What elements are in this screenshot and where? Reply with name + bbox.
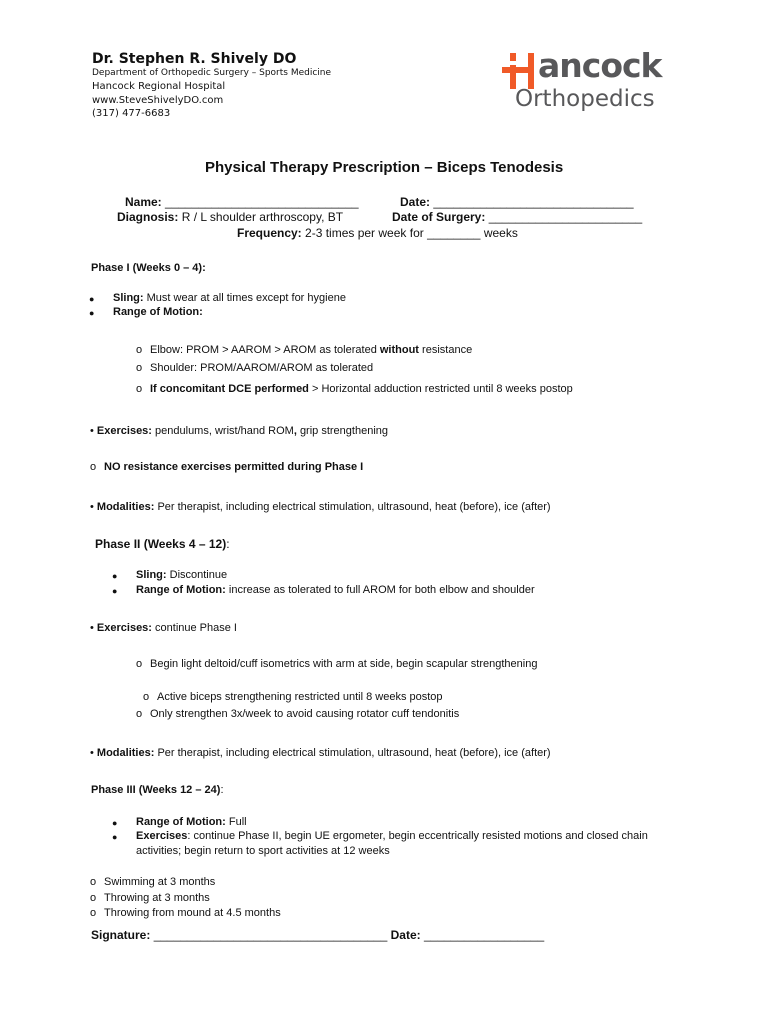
phase1-sling [113, 292, 346, 304]
exercises-text2: grip strengthening [299, 425, 388, 437]
phase1-exercises [90, 425, 388, 437]
phase2-rom-text: increase as tolerated to full AROM for both elbow and shoulder [228, 584, 535, 596]
mound-text: Throwing from mound at 4.5 months [104, 907, 281, 919]
phase2-heading-text: Phase II (Weeks 4 – 12) [95, 537, 227, 551]
date-row [400, 195, 634, 209]
elbow-text-b: resistance [422, 344, 473, 356]
dot-bullet: • [90, 622, 94, 634]
phase3-rom [136, 816, 247, 828]
phase1-no-resistance [90, 461, 363, 473]
phase2-modalities-label: Modalities: [96, 747, 155, 759]
biceps-text: Active biceps strengthening restricted until 8 weeks postop [157, 691, 443, 703]
phase3-rom-text: Full [228, 816, 247, 828]
date-field[interactable]: ______________________________ [433, 195, 634, 209]
phase3-exercises-cont: activities; begin return to sport activities at 12 weeks [136, 845, 390, 857]
signature-date-label: Date: [390, 928, 421, 942]
diagnosis-label: Diagnosis: [117, 210, 179, 224]
signature-field[interactable]: ___________________________________ [153, 928, 388, 942]
phase2-sling-label: Sling: [136, 569, 167, 581]
elbow-text: Elbow: PROM > AAROM > AROM as tolerated [150, 344, 377, 356]
phase3-exercises-text: : continue Phase II, begin UE ergometer, begin eccentrically resisted motions and closed chain [187, 830, 648, 842]
circle-bullet: o [143, 691, 150, 703]
phase2-heading [95, 537, 230, 551]
only-text: Only strengthen 3x/week to avoid causing rotator cuff tendonitis [150, 708, 460, 720]
phase2-modalities-text: Per therapist, including electrical stimulation, ultrasound, heat (before), ice (after) [157, 747, 551, 759]
dot-bullet: • [90, 501, 94, 513]
phase1-heading: Phase I (Weeks 0 – 4): [91, 262, 206, 274]
phase3-heading-colon: : [220, 784, 224, 796]
hancock-h-icon [502, 53, 542, 89]
dot-bullet: • [90, 425, 94, 437]
phase1-shoulder [136, 362, 373, 374]
phase3-mound [90, 907, 281, 919]
hancock-orthopedics-logo [502, 46, 737, 115]
circle-bullet: o [136, 344, 143, 356]
circle-bullet: o [136, 362, 143, 374]
modalities-label: Modalities: [96, 501, 155, 513]
phase3-exercises-label: Exercises [136, 830, 188, 842]
page-title: Physical Therapy Prescription – Biceps Tenodesis [205, 159, 564, 176]
surgery-date-field[interactable]: _______________________ [488, 210, 643, 224]
phase1-rom [113, 306, 203, 318]
circle-bullet: o [90, 876, 97, 888]
phase3-exercises [136, 830, 648, 842]
phase2-rom [136, 584, 535, 596]
hospital: Hancock Regional Hospital [92, 81, 226, 92]
surgery-date-label: Date of Surgery: [392, 210, 486, 224]
signature-date-field[interactable]: __________________ [423, 928, 545, 942]
phase3-heading [91, 784, 224, 796]
phase1-dce [136, 383, 573, 395]
modalities-text: Per therapist, including electrical stimulation, ultrasound, heat (before), ice (after) [157, 501, 551, 513]
swim-text: Swimming at 3 months [104, 876, 216, 888]
phase3-throw [90, 892, 210, 904]
logo-word-bottom: Orthopedics [515, 86, 655, 112]
deltoid-text: Begin light deltoid/cuff isometrics with arm at side, begin scapular strengthening [150, 658, 538, 670]
dot-bullet: • [90, 747, 94, 759]
phase2-heading-colon: : [226, 537, 230, 551]
phase2-exercises [90, 622, 237, 634]
phase2-rom-label: Range of Motion: [136, 584, 226, 596]
phase2-only [136, 708, 459, 720]
dce-text: > Horizontal adduction restricted until 8 weeks postop [311, 383, 573, 395]
phase1-elbow [136, 344, 472, 356]
diagnosis-value: R / L shoulder arthroscopy, BT [181, 210, 344, 224]
surgery-date-row [392, 210, 642, 224]
website: www.SteveShivelyDO.com [92, 95, 224, 106]
signature-label: Signature: [91, 928, 151, 942]
no-resistance-text: NO resistance exercises permitted during Phase I [104, 461, 364, 473]
signature-row [91, 928, 544, 942]
department: Department of Orthopedic Surgery – Sports Medicine [92, 68, 332, 78]
phase2-deltoid [136, 658, 537, 670]
frequency-weeks-field[interactable]: ________ [427, 226, 481, 240]
exercises-text: pendulums, wrist/hand ROM [155, 425, 294, 437]
shoulder-text: Shoulder: PROM/AAROM/AROM as tolerated [150, 362, 374, 374]
doctor-name: Dr. Stephen R. Shively DO [92, 51, 297, 67]
circle-bullet: o [90, 461, 97, 473]
name-row [125, 195, 359, 209]
exercises-label: Exercises: [96, 425, 152, 437]
phase1-rom-label: Range of Motion: [113, 306, 203, 318]
phase2-modalities [90, 747, 551, 759]
logo-word-top: ancock [538, 46, 662, 85]
frequency-label: Frequency: [237, 226, 302, 240]
exercises-comma: , [293, 425, 297, 437]
phase3-swim [90, 876, 215, 888]
phase3-rom-label: Range of Motion: [136, 816, 226, 828]
phase1-sling-text: Must wear at all times except for hygiene [146, 292, 346, 304]
name-label: Name: [125, 195, 162, 209]
phase2-sling-text: Discontinue [169, 569, 228, 581]
frequency-value: 2-3 times per week for [305, 226, 424, 240]
circle-bullet: o [90, 892, 97, 904]
date-label: Date: [400, 195, 431, 209]
circle-bullet: o [136, 658, 143, 670]
phone: (317) 477-6683 [92, 108, 171, 119]
diagnosis-row [117, 210, 343, 224]
elbow-bold: without [379, 344, 419, 356]
phase3-heading-text: Phase III (Weeks 12 – 24) [91, 784, 221, 796]
name-field[interactable]: _____________________________ [165, 195, 359, 209]
phase1-sling-label: Sling: [113, 292, 144, 304]
phase2-exercises-label: Exercises: [96, 622, 152, 634]
phase2-biceps [143, 691, 443, 703]
phase1-modalities [90, 501, 551, 513]
frequency-weeks-text: weeks [483, 226, 518, 240]
throw-text: Throwing at 3 months [104, 892, 210, 904]
dce-bold: If concomitant DCE performed [150, 383, 309, 395]
frequency-row [237, 226, 518, 240]
circle-bullet: o [136, 383, 143, 395]
phase2-sling [136, 569, 227, 581]
circle-bullet: o [90, 907, 97, 919]
phase2-exercises-text: continue Phase I [155, 622, 237, 634]
circle-bullet: o [136, 708, 143, 720]
